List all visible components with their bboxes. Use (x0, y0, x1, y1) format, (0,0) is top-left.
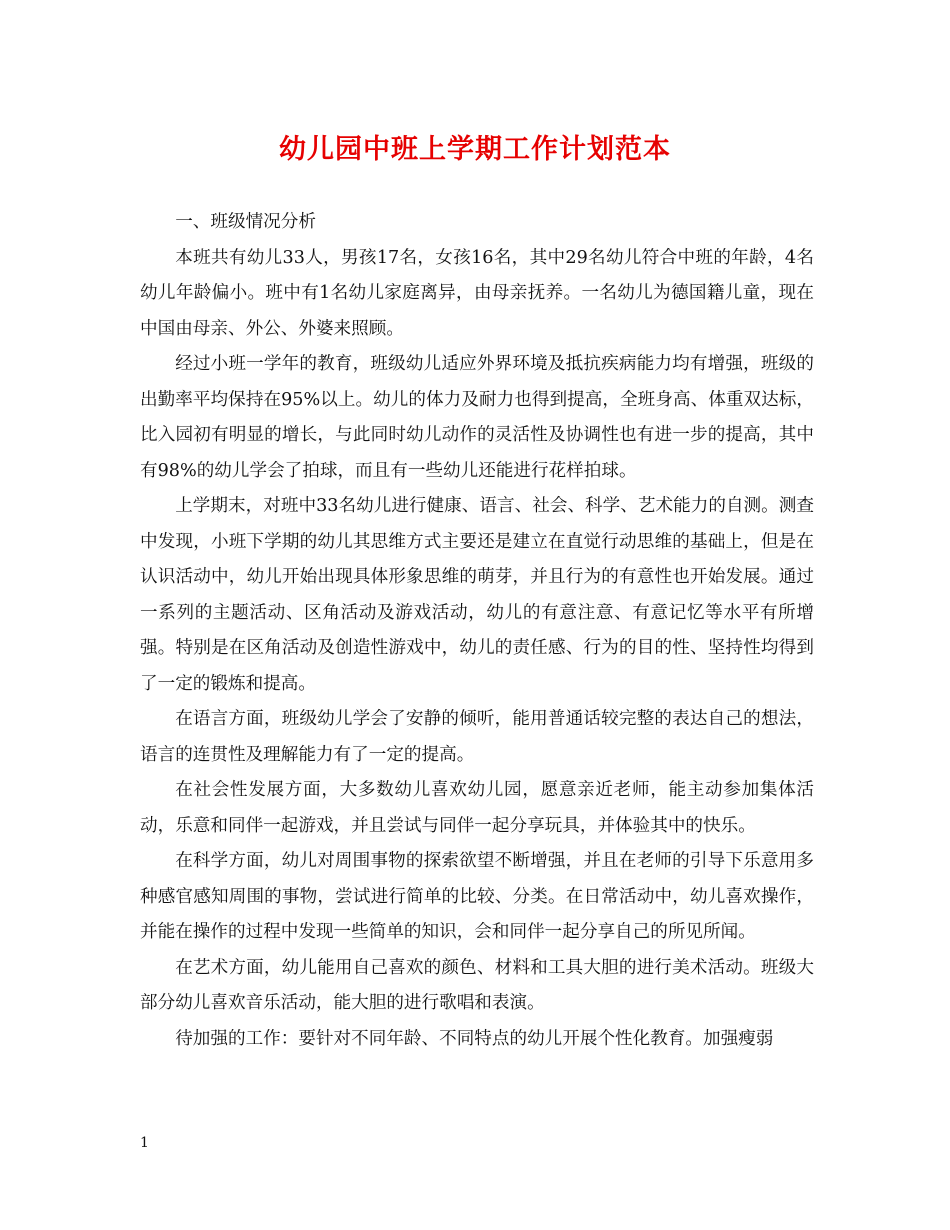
paragraph-science: 在科学方面，幼儿对周围事物的探索欲望不断增强，并且在老师的引导下乐意用多种感官感知周围的事物，尝试进行简单的比较、分类。在日常活动中，幼儿喜欢操作，并能在操作的过程中发现一些简单的知识，会和同伴一起分享自己的所见所闻。 (140, 851, 814, 942)
paragraph-social: 在社会性发展方面，大多数幼儿喜欢幼儿园，愿意亲近老师，能主动参加集体活动，乐意和同伴一起游戏，并且尝试与同伴一起分享玩具，并体验其中的快乐。 (140, 780, 814, 836)
document-title: 幼儿园中班上学期工作计划范本 (279, 134, 671, 165)
paragraph-class-overview: 本班共有幼儿33人，男孩17名，女孩16名，其中29名幼儿符合中班的年龄，4名幼儿年龄偏小。班中有1名幼儿家庭离异，由母亲抚养。一名幼儿为德国籍儿童，现在中国由母亲、外公、外婆来照顾。 (140, 247, 814, 339)
section-heading: 一、班级情况分析 (175, 212, 316, 232)
document-body (140, 205, 814, 1057)
paragraph-assessment: 上学期末，对班中33名幼儿进行健康、语言、社会、科学、艺术能力的自测。测查中发现，小班下学期的幼儿其思维方式主要还是建立在直觉行动思维的基础上，但是在认识活动中，幼儿开始出现具体形象思维的萌芽，并且行为的有意性也开始发展。通过一系列的主题活动、区角活动及游戏活动，幼儿的有意注意、有意记忆等水平有所增强。特别是在区角活动及创造性游戏中，幼儿的责任感、行为的目的性、坚持性均得到了一定的锻炼和提高。 (140, 496, 814, 694)
paragraph-art: 在艺术方面，幼儿能用自己喜欢的颜色、材料和工具大胆的进行美术活动。班级大部分幼儿喜欢音乐活动，能大胆的进行歌唱和表演。 (140, 957, 814, 1013)
paragraph-health: 经过小班一学年的教育，班级幼儿适应外界环境及抵抗疾病能力均有增强，班级的出勤率平均保持在95%以上。幼儿的体力及耐力也得到提高，全班身高、体重双达标，比入园初有明显的增长，与此同时幼儿动作的灵活性及协调性也有进一步的提高，其中有98%的幼儿学会了拍球，而且有一些幼儿还能进行花样拍球。 (140, 354, 814, 481)
paragraph-language: 在语言方面，班级幼儿学会了安静的倾听，能用普通话较完整的表达自己的想法，语言的连贯性及理解能力有了一定的提高。 (140, 709, 814, 765)
paragraph-improvement: 待加强的工作：要针对不同年龄、不同特点的幼儿开展个性化教育。加强瘦弱 (175, 1028, 774, 1049)
page-number: 1 (140, 1135, 149, 1151)
